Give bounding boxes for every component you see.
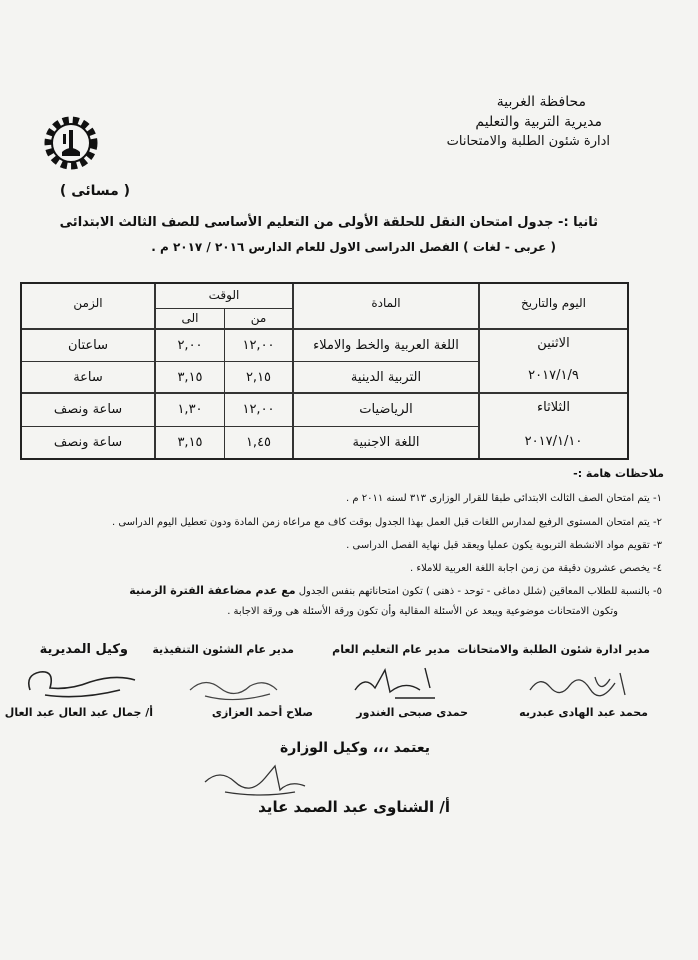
- header-day-date: اليوم والتاريخ: [521, 296, 586, 310]
- from-cell: ١,٤٥: [245, 435, 272, 450]
- day-name: الاثنين: [537, 336, 570, 351]
- directorate-name: مديرية التربية والتعليم: [475, 114, 602, 130]
- signature-scribble-icon: [185, 668, 285, 708]
- to-cell: ٣,١٥: [177, 435, 203, 450]
- gear-logo-icon: [40, 112, 102, 174]
- note-item: ٢- يتم امتحان المستوى الرفيع لمدارس اللغات قبل العمل بهذا الجدول بوقت كاف مع مراعاه زمن المادة ودون تعطيل اليوم الدراسى .: [111, 517, 662, 528]
- note-item: ٤- يخصص عشرون دقيقة من زمن اجابة اللغة العربية للاملاء .: [410, 563, 662, 574]
- duration-cell: ساعتان: [67, 338, 109, 353]
- subject-cell: التربية الدينية: [350, 370, 422, 385]
- note-item: ٣- تقويم مواد الانشطة التربوية يكون عمليا ويعقد قبل نهاية الفصل الدراسى .: [346, 540, 662, 551]
- shift-label: ( مسائى ): [59, 183, 131, 199]
- notes-title: ملاحظات هامة :-: [573, 467, 664, 480]
- signature-title: مدير ادارة شئون الطلبة والامتحانات: [457, 643, 650, 656]
- note-item-text: ٥- بالنسبة للطلاب المعاقين (شلل دماغى - توحد - ذهنى ) تكون امتحاناتهم بنفس الجدول: [298, 586, 662, 597]
- from-cell: ١٢,٠٠: [242, 338, 275, 353]
- header-from: من: [250, 311, 267, 325]
- subject-cell: اللغة العربية والخط والاملاء: [313, 338, 459, 353]
- to-cell: ٢,٠٠: [177, 338, 203, 353]
- day-date: ٢٠١٧/١/٩: [528, 368, 579, 383]
- signatory-name: حمدى صبحى الغندور: [356, 706, 468, 719]
- signatory-name: صلاح أحمد العزازى: [211, 706, 313, 719]
- schedule-title: ثانيا :- جدول امتحان النقل للحلقة الأولى من التعليم الأساسى للصف الثالث الابتدائى: [59, 215, 598, 230]
- note-item-5: [129, 584, 662, 597]
- note-item-bold: مع عدم مضاعفة الفترة الزمنية: [129, 584, 296, 597]
- schedule-subtitle: ( عربى - لغات ) الفصل الدراسى الاول للعام الدارس ٢٠١٦ / ٢٠١٧ م .: [151, 240, 556, 254]
- approver-name: أ/ الشناوى عبد الصمد عايد: [258, 798, 450, 816]
- header-to: الى: [181, 311, 199, 325]
- from-cell: ١٢,٠٠: [242, 402, 275, 417]
- duration-cell: ساعة ونصف: [53, 435, 123, 450]
- signature-scribble-icon: [195, 760, 315, 800]
- signature-title: مدير عام الشئون التنفيذية: [152, 643, 294, 656]
- signature-title: مدير عام التعليم العام: [332, 643, 450, 656]
- approval-label: يعتمد ،،، وكيل الوزارة: [280, 740, 430, 756]
- header-duration: الزمن: [73, 296, 103, 310]
- to-cell: ٣,١٥: [177, 370, 203, 385]
- signature-scribble-icon: [525, 665, 635, 705]
- exam-schedule-table: [20, 282, 629, 460]
- header-block: [446, 92, 610, 152]
- note-item: ١- يتم امتحان الصف الثالث الابتدائى طبقا للقرار الوزارى ٣١٣ لسنه ٢٠١١ م .: [345, 493, 662, 504]
- signature-title: وكيل المديرية: [39, 642, 128, 657]
- duration-cell: ساعة: [73, 370, 103, 385]
- subject-cell: الرياضيات: [359, 402, 413, 417]
- header-subject: المادة: [371, 296, 401, 310]
- signatory-name: محمد عبد الهادى عبدربه: [519, 706, 648, 719]
- day-date: ٢٠١٧/١/١٠: [524, 434, 583, 449]
- signatory-name: أ/ جمال عبد العال عبد العال: [4, 706, 153, 719]
- from-cell: ٢,١٥: [245, 370, 272, 385]
- header-time: الوقت: [208, 288, 240, 302]
- day-name: الثلاثاء: [537, 400, 570, 415]
- department-name: ادارة شئون الطلبة والامتحانات: [446, 134, 610, 149]
- subject-cell: اللغة الاجنبية: [352, 435, 420, 450]
- note-item-continuation: وتكون الامتحانات موضوعية ويبعد عن الأسئلة المقالية وأن تكون ورقة الأسئلة هى ورقة الاجابة .: [227, 606, 618, 617]
- signature-scribble-icon: [345, 660, 445, 705]
- governorate-name: محافظة الغربية: [496, 94, 586, 110]
- duration-cell: ساعة ونصف: [53, 402, 123, 417]
- signature-scribble-icon: [20, 660, 140, 705]
- to-cell: ١,٣٠: [177, 402, 203, 417]
